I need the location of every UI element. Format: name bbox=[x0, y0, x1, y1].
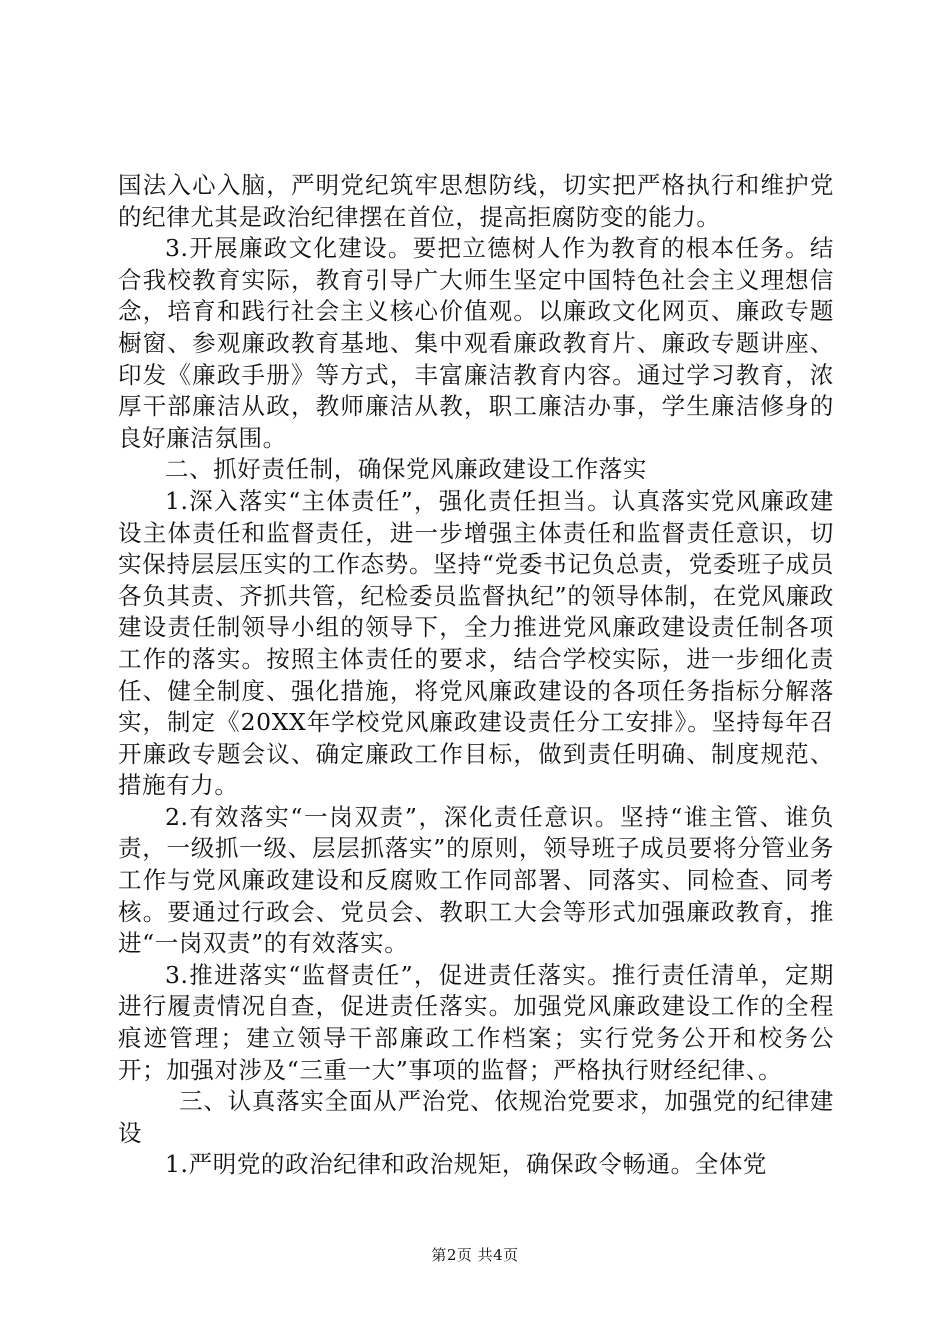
paragraph-section-3: 3.开展廉政文化建设。要把立德树人作为教育的根本任务。结合我校教育实际，教育引导广大师生坚定中国特色社会主义理想信念，培育和践行社会主义核心价值观。以廉政文化网页、廉政专题橱窗、参观廉政教育基地、集中观看廉政教育片、廉政专题讲座、印发《廉政手册》等方式，丰富廉洁教育内容。通过学习教育，浓厚干部廉洁从政，教师廉洁从教，职工廉洁办事，学生廉洁修身的良好廉洁氛围。 bbox=[118, 234, 834, 452]
paragraph-item-2: 2.有效落实“一岗双责”，深化责任意识。坚持“谁主管、谁负责，一级抓一级、层层抓落实”的原则，领导班子成员要将分管业务工作与党风廉政建设和反腐败工作同部署、同落实、同检查、同考核。要通过行政会、党员会、教职工大会等形式加强廉政教育，推进“一岗双责”的有效落实。 bbox=[118, 802, 834, 958]
paragraph-item-1: 1.深入落实“主体责任”，强化责任担当。认真落实党风廉政建设主体责任和监督责任，进一步增强主体责任和监督责任意识，切实保持层层压实的工作态势。坚持“党委书记负总责，党委班子成员各负其责、齐抓共管，纪检委员监督执纪”的领导体制，在党风廉政建设责任制领导小组的领导下，全力推进党风廉政建设责任制各项工作的落实。按照主体责任的要求，结合学校实际，进一步细化责任、健全制度、强化措施，将党风廉政建设的各项任务指标分解落实，制定《20XX年学校党风廉政建设责任分工安排》。坚持每年召开廉政专题会议、确定廉政工作目标，做到责任明确、制度规范、措施有力。 bbox=[118, 486, 834, 800]
paragraph-item-1-partial: 1.严明党的政治纪律和政治规矩，确保政令畅通。全体党 bbox=[165, 1150, 768, 1179]
page-footer: 第2页 共4页 bbox=[431, 1246, 519, 1264]
paragraph-continued: 国法入心入脑，严明党纪筑牢思想防线，切实把严格执行和维护党的纪律尤其是政治纪律摆在首位，提高拒腐防变的能力。 bbox=[118, 171, 834, 231]
section-heading-2: 二、抓好责任制，确保党风廉政建设工作落实 bbox=[165, 455, 647, 484]
section-heading-3: 三、认真落实全面从严治党、依规治党要求，加强党的纪律建设 bbox=[118, 1087, 834, 1147]
document-body bbox=[118, 170, 834, 1181]
paragraph-item-3: 3.推进落实“监督责任”，促进责任落实。推行责任清单，定期进行履责情况自查，促进责任落实。加强党风廉政建设工作的全程痕迹管理；建立领导干部廉政工作档案；实行党务公开和校务公开；加强对涉及“三重一大”事项的监督；严格执行财经纪律、。 bbox=[118, 960, 834, 1084]
